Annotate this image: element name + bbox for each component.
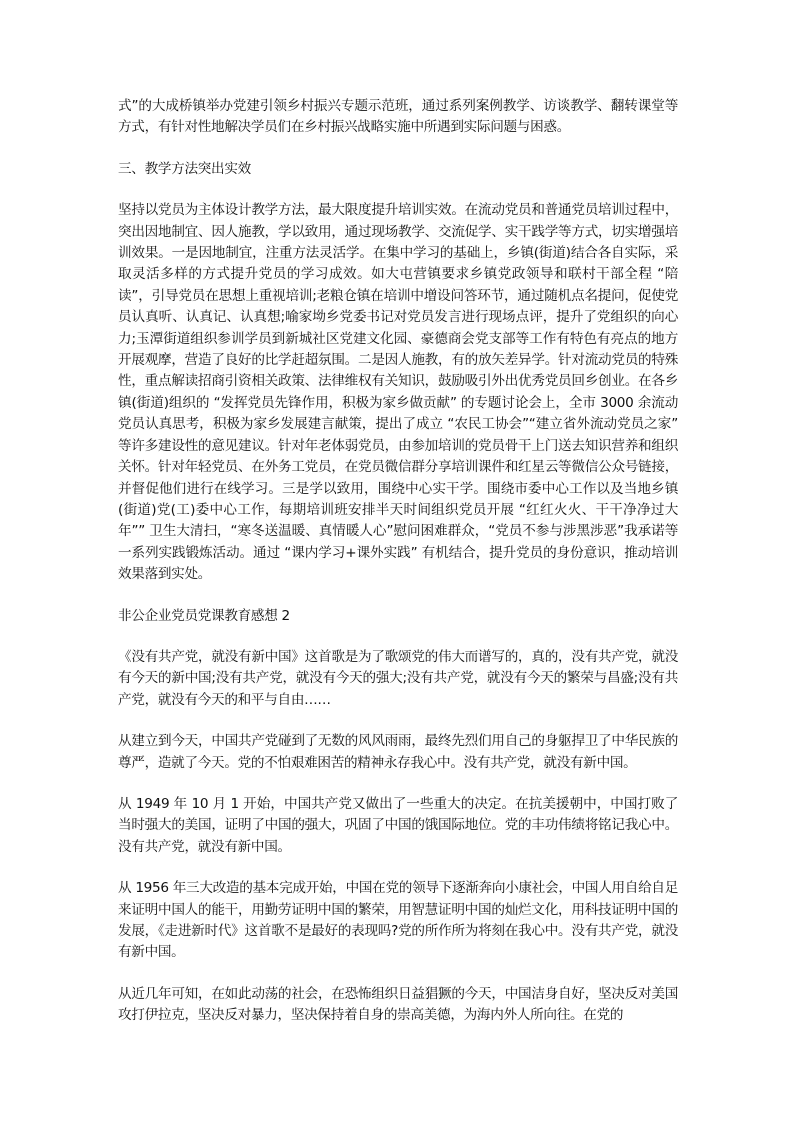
paragraph-teaching-methods: 坚持以党员为主体设计教学方法，最大限度提升培训实效。在流动党员和普通党员培训过程中，突出因地制宜、因人施教，学以致用，通过现场教学、交流促学、实干践学等方式，切实增强培训效果。一是因地制宜，注重方法灵活学。在集中学习的基础上，乡镇(街道)结合各自实际，采取灵活多样的方式提升党员的学习成效。如大屯营镇要求乡镇党政领导和联村干部全程 “陪读”，引导党员在思想上重视培训;老粮仓镇在培训中增设问答环节，通过随机点名提问，促使党员认真听、认真记、认真想;喻家坳乡党委书记对党员发言进行现场点评，提升了党组织的向心力;玉潭街道组织参训学员到新城社区党建文化园、豪德商会党支部等工作有特色有亮点的地方开展观摩，营造了良好的比学赶超氛围。二是因人施教，有的放矢差异学。针对流动党员的特殊性，重点解读招商引资相关政策、法律维权有关知识，鼓励吸引外出优秀党员回乡创业。在各乡镇(街道)组织的 “发挥党员先锋作用，积极为家乡做贡献” 的专题讨论会上，全市 3000 余流动党员认真思考，积极为家乡发展建言献策，提出了成立 “农民工协会”“建立省外流动党员之家” 等许多建设性的意见建议。针对年老体弱党员，由参加培训的党员骨干上门送去知识营养和组织关怀。针对年轻党员、在外务工党员，在党员微信群分享培训课件和红星云等微信公众号链接，并督促他们进行在线学习。三是学以致用，围绕中心实干学。围绕市委中心工作以及当地乡镇(街道)党(工)委中心工作，每期培训班安排半天时间组织党员开展 “红红火火、干干净净过大年”” 卫生大清扫，“寒冬送温暖、真情暖人心”慰问困难群众，“党员不参与涉黑涉恶”我承诺等一系列实践锻炼活动。通过 “课内学习+课外实践” 有机结合，提升党员的身份意识，推动培训效果落到实处。 [118, 202, 678, 583]
paragraph-song: 《没有共产党，就没有新中国》这首歌是为了歌颂党的伟大而谱写的，真的，没有共产党，就没有今天的新中国;没有共产党，就没有今天的强大;没有共产党，就没有今天的繁荣与昌盛;没有共产党，就没有今天的和平与自由…… [118, 648, 678, 708]
paragraph-intro-continuation: 式”的大成桥镇举办党建引领乡村振兴专题示范班，通过系列案例教学、访谈教学、翻转课堂等方式，有针对性地解决学员们在乡村振兴战略实施中所遇到实际问题与困惑。 [118, 98, 678, 136]
article-title-2: 非公企业党员党课教育感想 2 [118, 607, 290, 624]
document-page [118, 96, 678, 1047]
paragraph-recent-years: 从近几年可知，在如此动荡的社会，在恐怖组织日益猖獗的今天，中国洁身自好，坚决反对美国攻打伊拉克，坚决反对暴力，坚决保持着自身的崇高美德，为海内外人所向往。在党的 [118, 985, 678, 1024]
paragraph-1956: 从 1956 年三大改造的基本完成开始，中国在党的领导下逐渐奔向小康社会，中国人用自给自足来证明中国人的能干，用勤劳证明中国的繁荣，用智慧证明中国的灿烂文化，用科技证明中国的发展，《走进新时代》这首歌不是最好的表现吗?党的所作所为将刻在我心中。没有共产党，就没有新中国。 [118, 880, 678, 961]
section-heading-teaching-methods: 三、教学方法突出实效 [118, 160, 251, 177]
paragraph-founding: 从建立到今天，中国共产党碰到了无数的风风雨雨，最终先烈们用自己的身躯捍卫了中华民族的尊严，造就了今天。党的不怕艰难困苦的精神永存我心中。没有共产党，就没有新中国。 [118, 733, 678, 771]
paragraph-1949: 从 1949 年 10 月 1 开始，中国共产党又做出了一些重大的决定。在抗美援朝中，中国打败了当时强大的美国，证明了中国的强大，巩固了中国的饿国际地位。党的丰功伟绩将铭记我心中。没有共产党，就没有新中国。 [118, 795, 678, 855]
